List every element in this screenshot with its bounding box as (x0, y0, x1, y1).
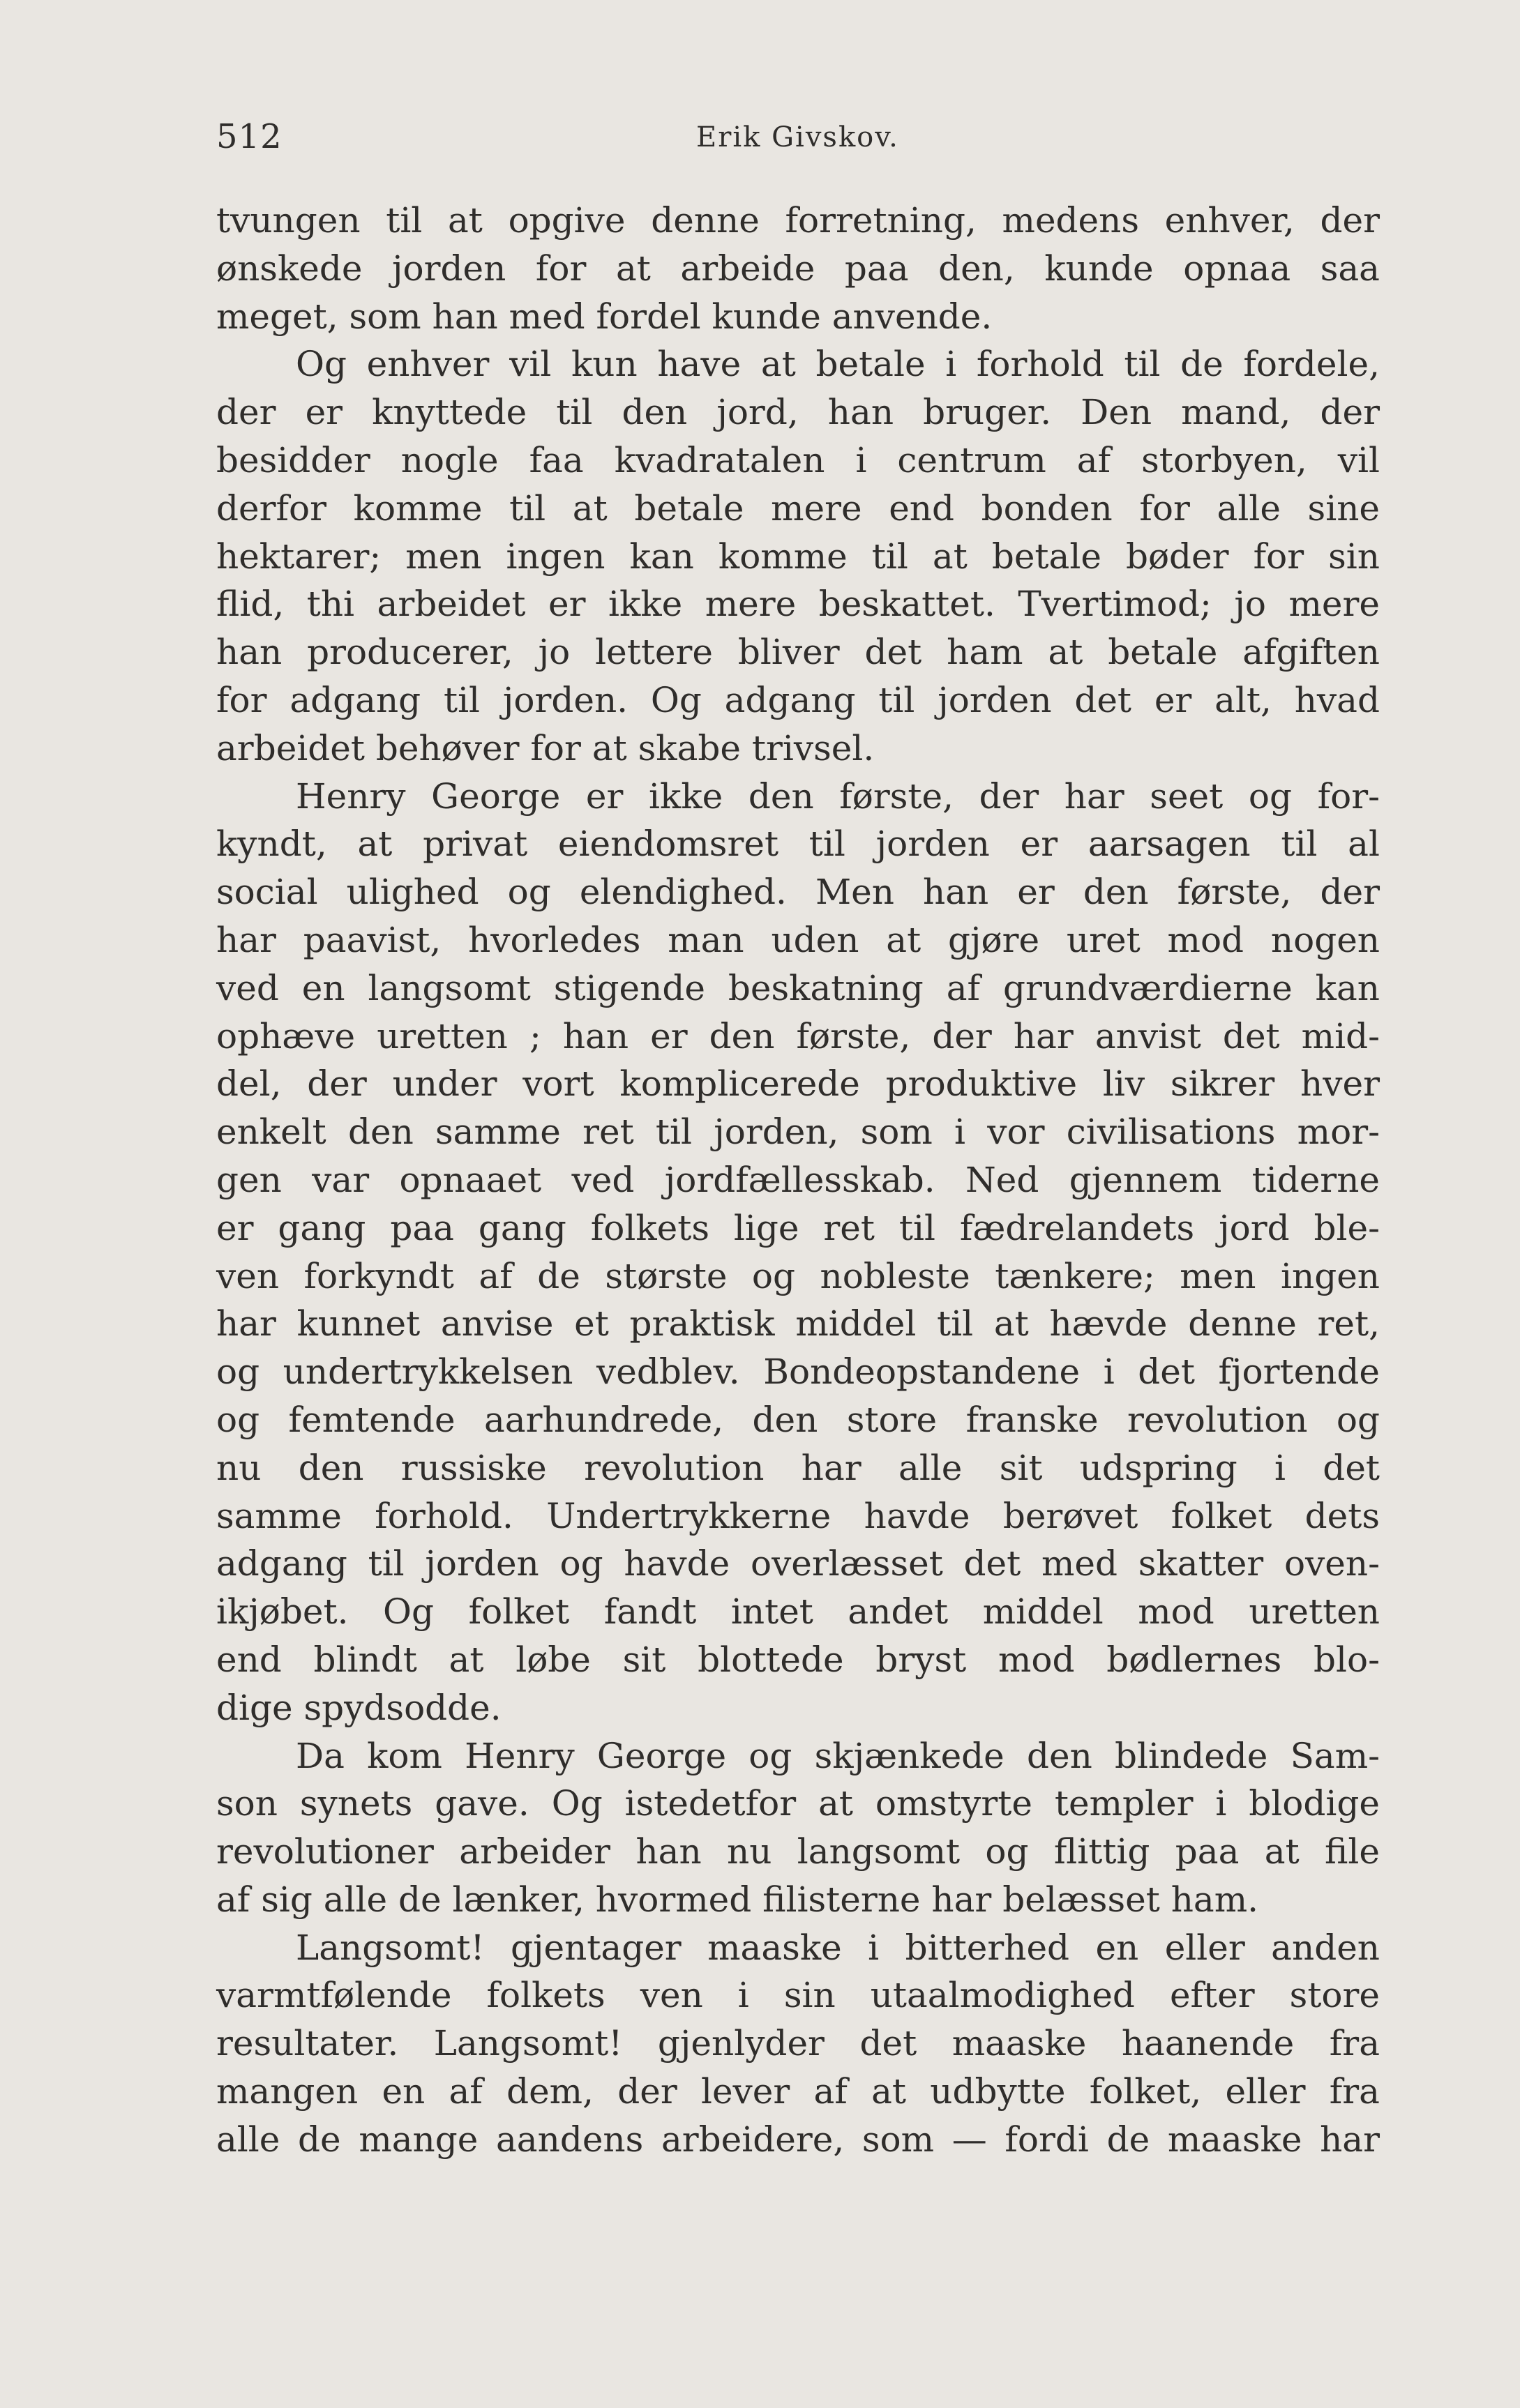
text-line: dige spydsodde. (216, 1687, 502, 1728)
text-line: besidder nogle faa kvadratalen i centrum af storbyen, vil (216, 439, 1380, 480)
text-line: Da kom Henry George og skjænkede den blindede Sam- (296, 1735, 1380, 1776)
text-line: enkelt den samme ret til jorden, som i vor civilisations mor- (216, 1112, 1380, 1153)
text-line: varmtfølende folkets ven i sin utaalmodighed efter store (216, 1975, 1380, 2016)
text-line: resultater. Langsomt! gjenlyder det maaske haanende fra (216, 2023, 1380, 2064)
text-line: og femtende aarhundrede, den store franske revolution og (216, 1399, 1380, 1440)
text-line: flid, thi arbeidet er ikke mere beskattet. Tvertimod; jo mere (216, 584, 1380, 625)
text-line: samme forhold. Undertrykkerne havde berøvet folket dets (216, 1495, 1380, 1536)
text-line: han producerer, jo lettere bliver det ham at betale afgiften (216, 632, 1380, 673)
text-line: af sig alle de lænker, hvormed filisterne har belæsset ham. (216, 1879, 1259, 1920)
text-line: har kunnet anvise et praktisk middel til at hævde denne ret, (216, 1303, 1380, 1345)
text-line: nu den russiske revolution har alle sit udspring i det (216, 1447, 1380, 1488)
text-line: kyndt, at privat eiendomsret til jorden er aarsagen til al (216, 824, 1380, 865)
text-line: har paavist, hvorledes man uden at gjøre uret mod nogen (216, 919, 1380, 960)
text-line: tvungen til at opgive denne forretning, medens enhver, der (216, 200, 1380, 241)
running-head (216, 117, 1381, 166)
body-text (216, 197, 1380, 2164)
text-line: ønskede jorden for at arbeide paa den, kunde opnaa saa (216, 248, 1380, 289)
text-line: adgang til jorden og havde overlæsset det med skatter oven- (216, 1543, 1380, 1584)
text-line: end blindt at løbe sit blottede bryst mod bødlernes blo- (216, 1639, 1380, 1680)
text-line: mangen en af dem, der lever af at udbytte folket, eller fra (216, 2071, 1380, 2112)
text-line: Langsomt! gjentager maaske i bitterhed en eller anden (296, 1927, 1380, 1968)
text-line: arbeidet behøver for at skabe trivsel. (216, 727, 875, 768)
text-line: hektarer; men ingen kan komme til at betale bøder for sin (216, 536, 1380, 577)
text-line: gen var opnaaet ved jordfællesskab. Ned gjennem tiderne (216, 1159, 1380, 1200)
running-title: Erik Givskov. (696, 121, 899, 153)
text-line: Og enhver vil kun have at betale i forhold til de fordele, (296, 344, 1380, 385)
text-line: for adgang til jorden. Og adgang til jorden det er alt, hvad (216, 679, 1380, 720)
text-line: alle de mange aandens arbeidere, som — fordi de maaske har (216, 2119, 1380, 2160)
text-line: meget, som han med fordel kunde anvende. (216, 296, 993, 337)
text-line: ven forkyndt af de største og nobleste tænkere; men ingen (216, 1255, 1380, 1296)
text-line: revolutioner arbeider han nu langsomt og flittig paa at file (216, 1831, 1380, 1872)
text-line: social ulighed og elendighed. Men han er den første, der (216, 872, 1380, 913)
text-line: ophæve uretten ; han er den første, der har anvist det mid- (216, 1015, 1380, 1057)
text-line: og undertrykkelsen vedblev. Bondeopstandene i det fjortende (216, 1351, 1380, 1393)
text-line: ved en langsomt stigende beskatning af grundværdierne kan (216, 967, 1380, 1008)
text-line: er gang paa gang folkets lige ret til fædrelandets jord ble- (216, 1207, 1380, 1248)
text-line: derfor komme til at betale mere end bonden for alle sine (216, 487, 1380, 529)
text-line: del, der under vort komplicerede produktive liv sikrer hver (216, 1063, 1380, 1105)
text-line: ikjøbet. Og folket fandt intet andet middel mod uretten (216, 1591, 1380, 1633)
text-line: der er knyttede til den jord, han bruger. Den mand, der (216, 392, 1380, 433)
text-line: Henry George er ikke den første, der har seet og for- (296, 775, 1380, 817)
page-number: 512 (216, 117, 283, 156)
text-line: son synets gave. Og istedetfor at omstyrte templer i blodige (216, 1783, 1380, 1824)
